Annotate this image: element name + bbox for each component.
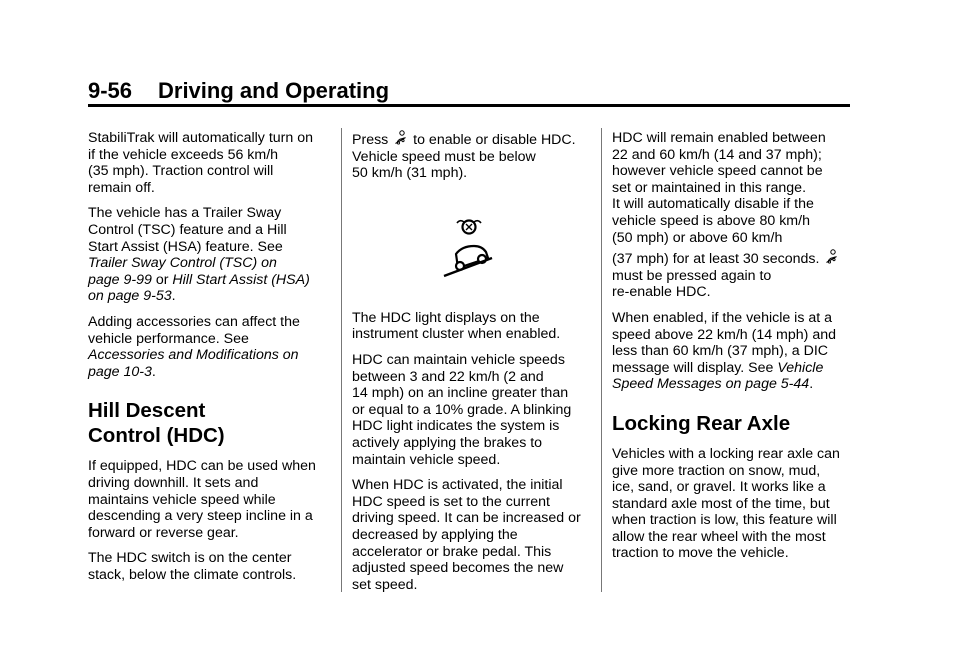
page-header [88, 78, 850, 106]
link-vehicle-speed-messages[interactable]: Vehicle [777, 359, 824, 376]
column-3 [612, 130, 860, 571]
column-divider [601, 128, 602, 592]
link-hill-start-assist[interactable]: Hill Start Assist (HSA) [172, 271, 310, 288]
link-accessories[interactable]: Accessories and Modifications on [88, 347, 299, 364]
paragraph-press-hdc: Press to enable or disable HDC. Vehicle speed must be below 50 km/h (31 mph). [352, 132, 576, 182]
paragraph-accessories: Adding accessories can affect the vehicle performance. See Accessories and Modifications on page 10-3. [88, 314, 336, 380]
link-accessories-page[interactable]: page 10-3 [88, 363, 152, 380]
heading-locking-rear-axle: Locking Rear Axle [612, 411, 791, 435]
link-hill-start-assist-page[interactable]: on page 9-53 [88, 288, 172, 305]
paragraph-hdc-intro: If equipped, HDC can be used when driving downhill. It sets and maintains vehicle speed while descending a very steep incline in a forward or reverse gear. [88, 458, 316, 541]
link-vehicle-speed-messages-page[interactable]: Speed Messages on page 5-44 [612, 376, 810, 393]
paragraph-hdc-activated: When HDC is activated, the initial HDC speed is set to the current driving speed. It can be increased or decreased by applying the accelerator or brake pedal. This adjusted speed becomes the new set speed. [352, 477, 581, 593]
hill-descent-control-icon [825, 249, 838, 265]
paragraph-tsc-hsa: The vehicle has a Trailer Sway Control (TSC) feature and a Hill Start Assist (HSA) feature. See Trailer Sway Control (TSC) on page 9-99 or Hill Start Assist (HSA) on page 9-53. [88, 205, 336, 305]
hill-descent-control-icon [394, 130, 407, 146]
header-rule [88, 104, 850, 107]
link-trailer-sway-control[interactable]: Trailer Sway Control (TSC) on [88, 255, 277, 272]
paragraph-locking-rear-axle: Vehicles with a locking rear axle can give more traction on snow, mud, ice, sand, or gravel. It works like a standard axle most of the time, but when traction is low, this feature will allow the rear wheel with the most traction to move the vehicle. [612, 445, 840, 562]
paragraph-dic-message: When enabled, if the vehicle is at a speed above 22 km/h (14 mph) and less than 60 km/h (37 mph), a DIC message will display. See Vehicle Speed Messages on page 5-44. [612, 309, 836, 393]
paragraph-hdc-speeds: HDC can maintain vehicle speeds between 3 and 22 km/h (2 and 14 mph) on an incline greater than or equal to a 10% grade. A blinking HDC light indicates the system is actively applying the brakes to maintain vehicle speed. [352, 351, 572, 468]
link-trailer-sway-control-page[interactable]: page 9-99 [88, 271, 152, 288]
paragraph-hdc-remain-enabled: HDC will remain enabled between 22 and 60 km/h (14 and 37 mph); however vehicle speed cannot be set or maintained in this range. It will automatically disable if the vehicle speed is above 80 km/h (50 mph) or above 60 km/h (37 mph) for at least 30 seconds. must be pressed again to re-enable HDC. [612, 130, 860, 301]
column-1 [88, 130, 336, 592]
paragraph-stabilitrak: StabiliTrak will automatically turn on if the vehicle exceeds 56 km/h (35 mph). Traction control will remain off. [88, 130, 313, 196]
heading-hill-descent-control: Hill Descent Control (HDC) [88, 399, 225, 448]
hill-descent-control-symbol-icon [436, 214, 494, 278]
section-title: Driving and Operating [158, 78, 390, 103]
column-2 [352, 130, 592, 602]
paragraph-hdc-light: The HDC light displays on the instrument cluster when enabled. [352, 309, 561, 343]
column-divider [341, 128, 342, 592]
page-number: 9-56 [88, 78, 133, 103]
paragraph-hdc-switch: The HDC switch is on the center stack, below the climate controls. [88, 550, 297, 583]
